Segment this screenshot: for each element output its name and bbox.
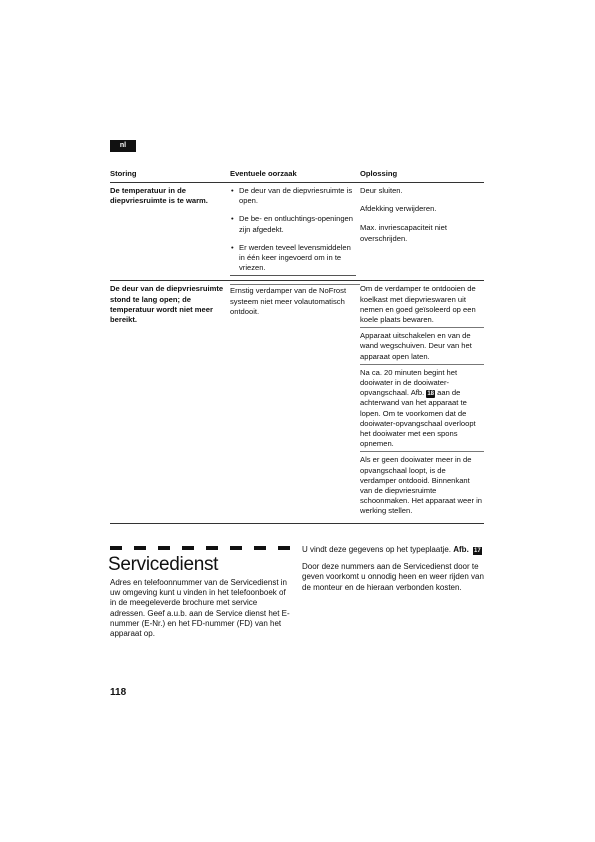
solution-paragraph: Apparaat uitschakelen en van de wand wegschuiven. Deur van het apparaat open laten.	[360, 331, 484, 365]
solution-paragraph	[360, 368, 484, 453]
cause-cell	[230, 186, 360, 276]
figure-number-badge: 17	[474, 548, 481, 554]
page-number: 118	[110, 687, 127, 698]
solution-cell	[360, 186, 484, 276]
solution-paragraph: Om de verdamper te ontdooien de koelkast met diepvrieswaren uit nemen en goed geïsoleerd op een koele plaats bewaren.	[360, 284, 484, 328]
section-divider-dashes	[110, 546, 290, 550]
service-text: U vindt deze gegevens op het typeplaatje.	[302, 545, 451, 554]
service-left-text: Adres en telefoonnummer van de Servicedienst in uw omgeving kunt u vinden in het telefoonboek of in de meegeleverde brochure met service adressen. Geef a.u.b. aan de Service dienst het E-nummer (E-Nr.) en het FD-nummer (FD) van het apparaat op.	[110, 578, 290, 639]
figure-label: Afb.	[453, 545, 469, 554]
service-paragraph	[302, 545, 486, 555]
figure-number-badge: 18	[427, 391, 435, 398]
cause-item: • De deur van de diepvriesruimte is open.	[230, 186, 356, 206]
language-badge: nl	[110, 140, 136, 152]
solution-item: Deur sluiten.	[360, 186, 403, 195]
fault-text: De deur van de diepvriesruimte stond te lang open; de temperatuur wordt niet meer bereikt.	[110, 284, 224, 325]
table-row	[110, 281, 484, 523]
figure-label: Afb.	[410, 388, 425, 398]
header-cause: Eventuele oorzaak	[230, 168, 297, 178]
solution-text: aan de achterwand van het apparaat te lopen. Om te voorkomen dat de dooiwater-opvangschaal overloopt het dooiwater met een spons opnemen.	[360, 388, 476, 449]
fault-text: De temperatuur in de diepvriesruimte is te warm.	[110, 186, 208, 206]
cause-text: Ernstig verdamper van de NoFrost systeem niet meer volautomatisch ontdooit.	[230, 284, 360, 518]
table-row	[110, 183, 484, 281]
solution-text: Na ca. 20 minuten begint het dooiwater in de dooiwater-opvangschaal.	[360, 367, 458, 398]
solution-item: Afdekking verwijderen.	[360, 204, 437, 214]
solution-item: Max. invriescapaciteit niet overschrijden.	[360, 223, 447, 243]
table-header	[110, 166, 484, 183]
cause-item: • Er werden teveel levensmiddelen in één keer ingevoerd om in te vriezen.	[230, 243, 356, 277]
section-title: Servicedienst	[108, 554, 219, 575]
solution-paragraph: Als er geen dooiwater meer in de opvangschaal loopt, is de verdamper ontdooid. Binnenkant van de diepvriesruimte schoonmaken. Het apparaat weer in werking stellen.	[360, 455, 482, 516]
service-paragraph: Door deze nummers aan de Servicedienst door te geven voorkomt u onnodig heen en weer rijden van de monteur en de hieraan verbonden kosten.	[302, 562, 484, 592]
header-fault: Storing	[110, 168, 137, 178]
cause-item: • De be- en ontluchtings-openingen zijn afgedekt.	[230, 214, 356, 234]
troubleshooting-table	[110, 166, 484, 524]
solution-cell	[360, 284, 484, 518]
header-solution: Oplossing	[360, 168, 398, 178]
service-right-column	[302, 545, 486, 600]
